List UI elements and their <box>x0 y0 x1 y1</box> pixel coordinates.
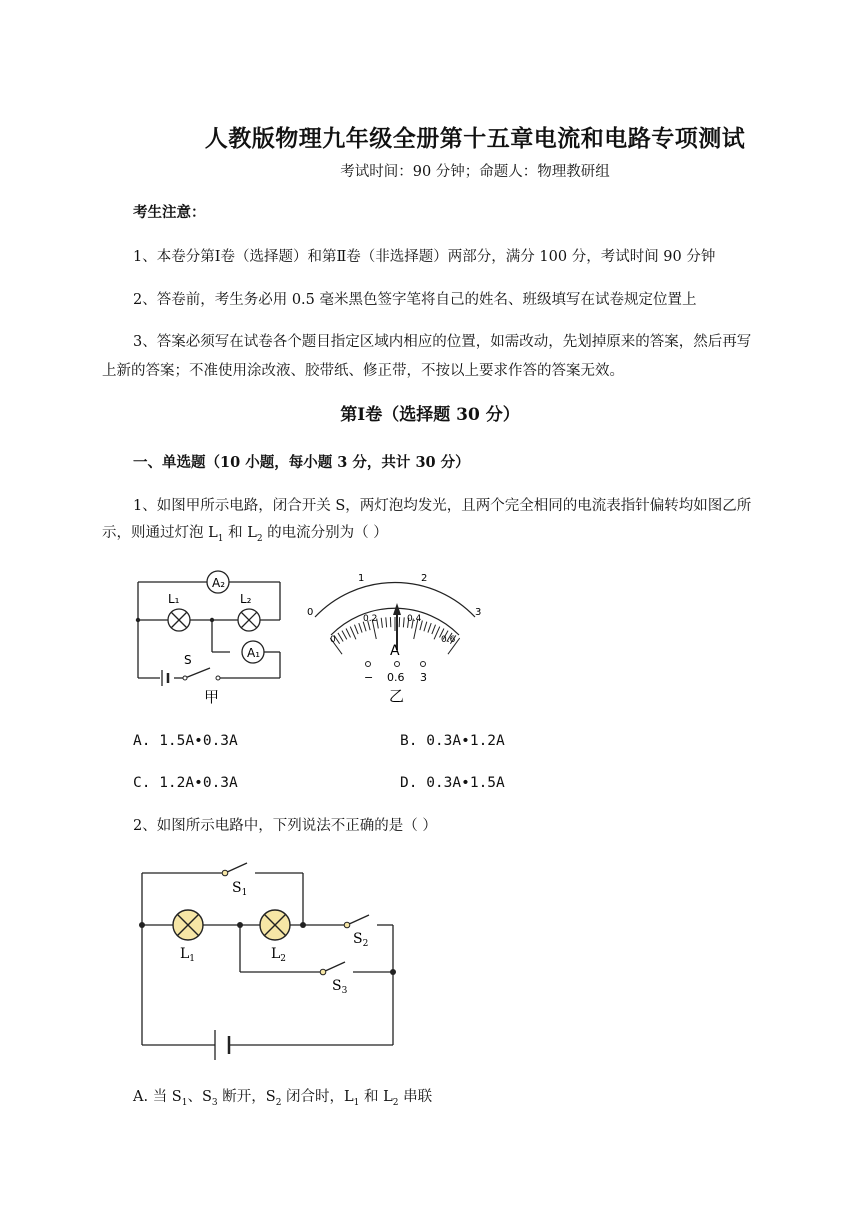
dial-tick <box>428 623 431 632</box>
notice-heading: 考生注意： <box>133 204 206 221</box>
scale-bottom-1: 0.2 <box>363 614 378 624</box>
dial-tick <box>403 617 404 627</box>
terminal-negative: − <box>364 671 374 684</box>
ammeter-a2-label: A₂ <box>212 576 226 590</box>
notice-item-3-cont: 上新的答案；不准使用涂改液、胶带纸、修正带，不按以上要求作答的答案无效。 <box>102 363 624 379</box>
switch-s2-label: $S_2$ <box>353 931 369 949</box>
terminal-0-6: 0.6 <box>387 671 405 684</box>
dial-tick <box>350 627 356 640</box>
dial-tick <box>432 625 436 634</box>
scale-top-0: 0 <box>307 607 314 618</box>
unit-label: A <box>390 643 400 659</box>
q1-stem-line1: 1、如图甲所示电路，闭合开关 S，两灯泡均发光，且两个完全相同的电流表指针偏转均如图乙所 <box>133 498 752 514</box>
scale-top-2: 2 <box>421 573 428 584</box>
part-heading: 一、单选题（10 小题，每小题 3 分，共计 30 分） <box>133 454 470 471</box>
page-title: 人教版物理九年级全册第十五章电流和电路专项测试 <box>204 125 746 152</box>
fig-a-caption: 甲 <box>204 688 220 705</box>
dial-tick <box>434 627 440 640</box>
dial-tick <box>338 633 343 642</box>
dial-tick <box>342 631 347 640</box>
scale-bottom-0: 0 <box>330 635 336 645</box>
lamp-l1-label: L₁ <box>168 592 180 606</box>
circuit-diagram-a <box>120 560 300 705</box>
dial-tick <box>359 623 362 632</box>
switch-s1-label: $S_1$ <box>232 880 248 898</box>
dial-tick <box>346 628 350 637</box>
scale-bottom-2: 0.4 <box>407 614 422 624</box>
dial-tick <box>354 625 358 634</box>
q1-option-a[interactable]: A. 1.5A•0.3A <box>133 733 238 749</box>
lamp-l1-label: $L_1$ <box>180 946 196 964</box>
ammeter-a1-label: A₁ <box>247 646 261 660</box>
scale-top-3: 3 <box>475 607 482 618</box>
fig-b-caption: 乙 <box>389 687 405 705</box>
page-subtitle: 考试时间：90 分钟；命题人：物理教研组 <box>340 164 610 180</box>
notice-item-1: 1、本卷分第Ⅰ卷（选择题）和第Ⅱ卷（非选择题）两部分，满分 100 分，考试时间 90 分钟 <box>133 249 716 265</box>
q2-stem: 2、如图所示电路中，下列说法不正确的是（ ） <box>133 818 437 834</box>
scale-bottom-3: 0.6 <box>441 635 456 645</box>
q2-option-a[interactable]: A. 当 $S_1$、$S_3$ 断开，$S_2$ 闭合时，$L_1$ 和 $L_2$ 串联 <box>133 1089 433 1108</box>
notice-item-3: 3、答案必须写在试卷各个题目指定区域内相应的位置，如需改动，先划掉原来的答案，然后再写 <box>133 334 752 350</box>
ammeter-dial-diagram <box>295 565 495 705</box>
q1-option-b[interactable]: B. 0.3A•1.2A <box>400 733 505 749</box>
scale-top-1: 1 <box>358 573 365 584</box>
q1-option-c[interactable]: C. 1.2A•0.3A <box>133 775 238 791</box>
terminal-3: 3 <box>420 671 427 684</box>
switch-s-label: S <box>184 653 192 667</box>
dial-tick <box>424 622 427 632</box>
notice-item-2: 2、答卷前，考生务必用 0.5 毫米黑色签字笔将自己的姓名、班级填写在试卷规定位置上 <box>133 292 697 308</box>
lamp-l2-label: $L_2$ <box>271 946 287 964</box>
q1-option-d[interactable]: D. 0.3A•1.5A <box>400 775 505 791</box>
switch-s3-label: $S_3$ <box>332 978 348 996</box>
section-heading: 第Ⅰ卷（选择题 30 分） <box>340 405 520 425</box>
q1-stem-line2: 示，则通过灯泡 $L_1$ 和 $L_2$ 的电流分别为（ ） <box>102 525 388 544</box>
circuit-diagram-q2 <box>125 855 415 1070</box>
dial-tick <box>386 617 387 627</box>
lamp-l2-label: L₂ <box>240 592 252 606</box>
dial-tick <box>381 618 382 628</box>
